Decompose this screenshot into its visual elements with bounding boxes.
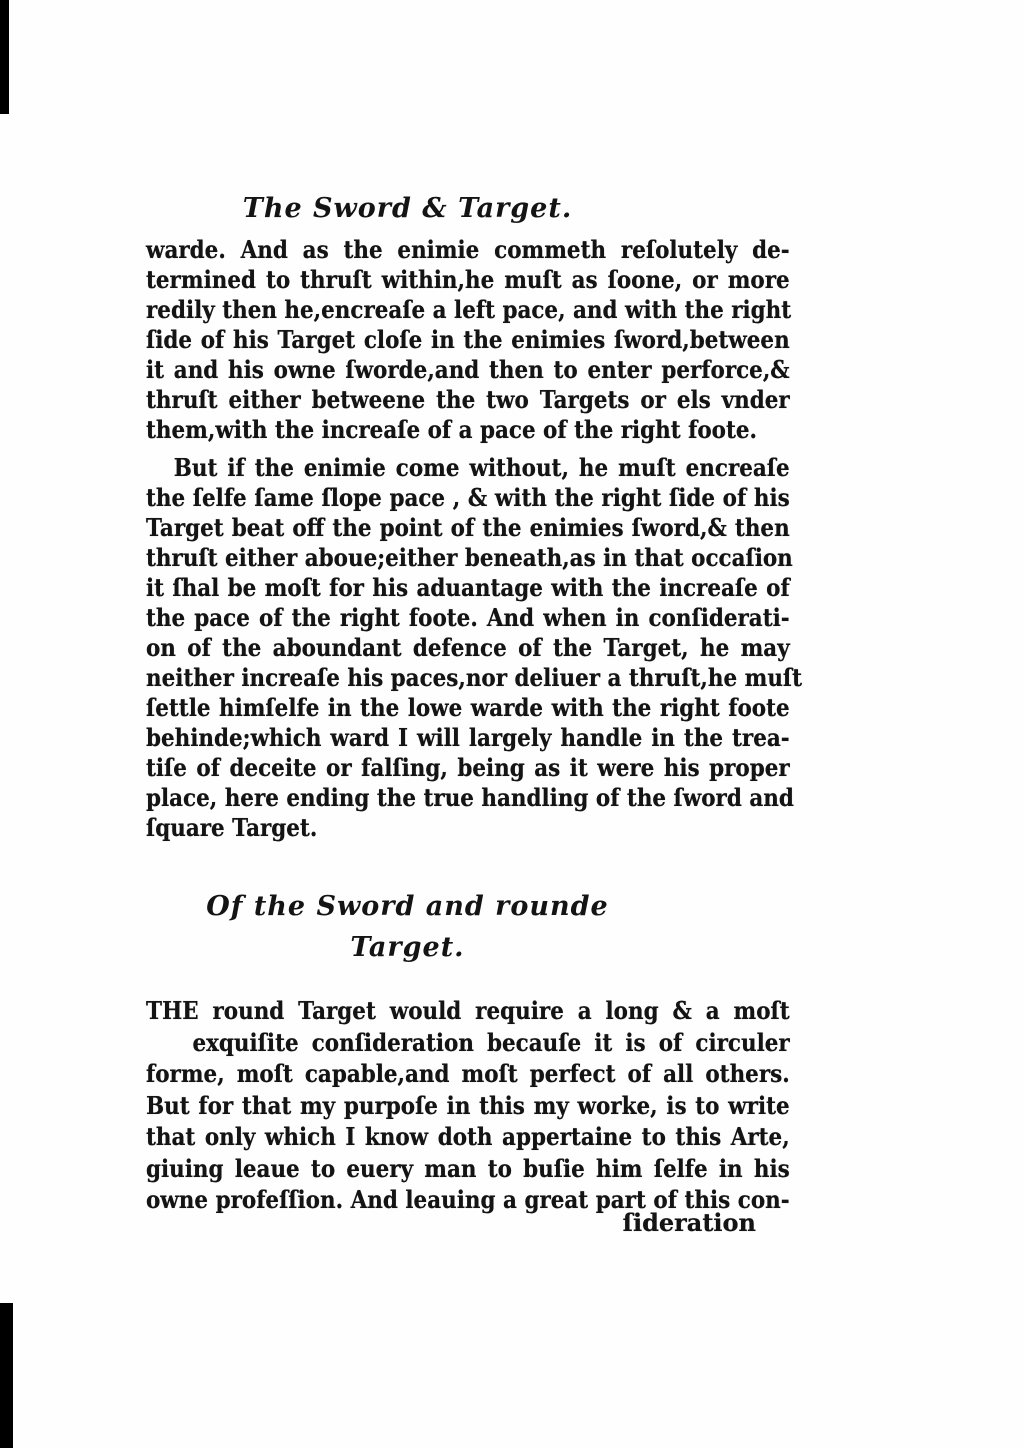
running-head-title: The Sword & Target. <box>242 193 573 224</box>
text-line: giuing leaue to euery man to buſie him ſelfe in his <box>146 1153 790 1183</box>
text-line: redily then he,encreaſe a left pace, and with the right <box>146 295 792 324</box>
text-line: thruſt either aboue;either beneath,as in that occaſion <box>146 543 793 572</box>
scan-artifact-top-left <box>0 0 9 114</box>
text-line: warde. And as the enimie commeth reſolutely de- <box>146 235 790 264</box>
paragraph-continuation <box>146 235 790 445</box>
text-line: ſettle himſelfe in the lowe warde with the right foote <box>146 693 790 722</box>
text-line: ſquare Target. <box>146 813 318 842</box>
text-line: tiſe of deceite or falſing, being as it were his proper <box>146 753 790 782</box>
text-line: place, here ending the true handling of the ſword and <box>146 783 794 812</box>
paragraph-the-round-target <box>146 995 790 1216</box>
section-heading-line-2: Target. <box>350 932 465 963</box>
paragraph-but-if-the-enimie <box>146 453 803 843</box>
text-line: it ſhal be moſt for his aduantage with the increaſe of <box>146 573 790 602</box>
text-line: termined to thruſt within,he muſt as ſoone, or more <box>146 265 790 294</box>
text-line: owne profeſſion. And leauing a great part of this con- <box>146 1185 790 1214</box>
text-line: on of the aboundant defence of the Target, he may <box>146 633 790 662</box>
text-line: the ſelfe ſame ſlope pace , & with the right ſide of his <box>146 483 790 512</box>
text-line: neither increaſe his paces,nor deliuer a thruſt,he muſt <box>146 663 803 692</box>
text-line: that only which I know doth appertaine to this Arte, <box>146 1122 790 1151</box>
text-line: them,with the increaſe of a pace of the right foote. <box>146 415 758 444</box>
text-line: THE round Target would require a long & a moſt <box>146 996 790 1025</box>
text-line: Target beat off the point of the enimies ſword,& then <box>146 513 790 542</box>
text-line: it and his owne ſworde,and then to enter perforce,& <box>146 355 790 384</box>
text-line: the pace of the right foote. And when in conſiderati- <box>146 603 790 632</box>
text-line: exquiſite conſideration becauſe it is of circuler <box>192 1027 790 1057</box>
text-line: But for that my purpoſe in this my worke, is to write <box>146 1090 790 1120</box>
text-line: But if the enimie come without, he muſt encreaſe <box>173 453 790 482</box>
catchword: ſideration <box>622 1208 756 1237</box>
section-heading-line-1: Of the Sword and rounde <box>206 891 609 922</box>
text-line: thruſt either betweene the two Targets or els vnder <box>146 385 790 414</box>
scan-artifact-bottom-left <box>0 1303 13 1448</box>
text-line: forme, moſt capable,and moſt perfect of all others. <box>146 1059 790 1088</box>
section-heading <box>145 886 670 968</box>
text-line: behinde;which ward I will largely handle in the trea- <box>146 723 790 752</box>
text-line: ſide of his Target cloſe in the enimies ſword,between <box>146 325 790 354</box>
